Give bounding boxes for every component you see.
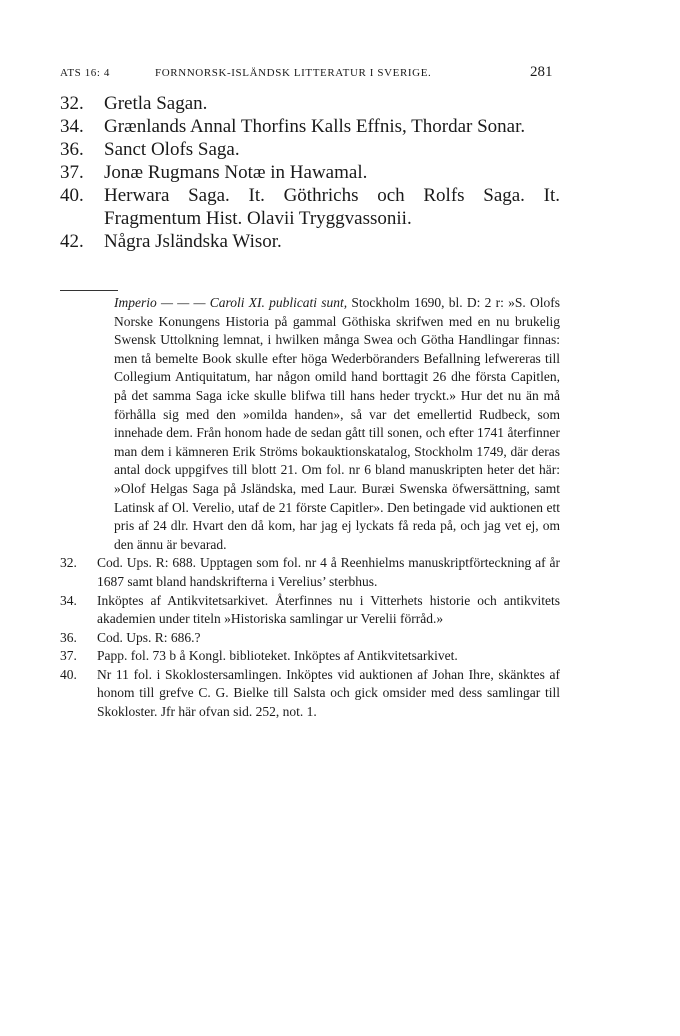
footnote-item: [60, 647, 560, 666]
title-item: [60, 184, 560, 230]
footnote-number: 40.: [60, 666, 77, 682]
title-item: [60, 230, 560, 253]
footnote-item: [60, 592, 560, 629]
footnote-item: [60, 554, 560, 591]
footnote-intro-italic: Imperio — — — Caroli XI. publicati sunt,: [114, 295, 348, 310]
footnote-item: [60, 629, 560, 648]
title-list: [60, 92, 560, 253]
title-number: 32.: [60, 93, 84, 114]
title-number: 40.: [60, 185, 84, 206]
footnote-number: 36.: [60, 629, 77, 645]
footnote-text: Papp. fol. 73 b å Kongl. biblioteket. Inköptes af Antikvitetsarkivet.: [97, 648, 458, 664]
title-item: [60, 115, 560, 138]
footnotes: [60, 294, 560, 722]
running-header: [60, 64, 560, 84]
footnote-text: Cod. Ups. R: 686.?: [97, 629, 201, 645]
title-number: 36.: [60, 139, 84, 160]
title-text: Herwara Saga. It. Göthrichs och Rolfs Saga. It. Fragmentum Hist. Olavii Tryggvassonii.: [104, 185, 560, 229]
title-text: Jonæ Rugmans Notæ in Hawamal.: [104, 162, 368, 183]
footnote-divider: [60, 290, 118, 291]
title-text: Gretla Sagan.: [104, 93, 208, 114]
page-number: 281: [530, 64, 553, 80]
title-number: 42.: [60, 231, 84, 252]
title-text: Några Jsländska Wisor.: [104, 231, 282, 252]
title-number: 37.: [60, 162, 84, 183]
footnote-intro-body: Stockholm 1690, bl. D: 2 r: »S. Olofs Norske Konungens Historia på gammal Göthiska skrifwen med en nu brukelig Swensk Uttolkning lemnat, i hwilken många Swea och Götha Handlingar finnas: men tå bemelte Book skulle efter höga Wederböranders Befallning lefwereras till Collegium Antiquitatum, har någon omild hand borttagit 26 dhe första Capitlen, på det samma Saga icke skulle blifwa till hans heder tryckt.» Hur det nu än må förhålla sig med den »omilda handen», så var det emellertid Rudbeck, som innehade dem. Från honom hade de sedan gått till sonen, och efter 1741 återfinner man dem i kämneren Erik Ströms bokauktionskatalog, Stockholm 1749, där deras antal dock uppgifves till blott 21. Om fol. nr 6 bland manuskripten heter det här: »Olof Helgas Saga på Jsländska, med Laur. Buræi Swenska öfwersättning, samt Latinsk af Ol. Verelio, utaf de 21 förste Capitler». Den betingade vid auktionen ett pris af 24 dlr. Hvart den då kom, har jag ej lyckats få reda på, och jag vet ej, om den ännu är bevarad.: [114, 295, 560, 552]
footnote-intro: [60, 294, 560, 554]
footnote-text: Nr 11 fol. i Skoklostersamlingen. Inköptes vid auktionen af Johan Ihre, skänktes af honom till grefve C. G. Bielke till Salsta och gick omsider med dess samlingar till Skokloster. Jfr här ofvan sid. 252, not. 1.: [97, 666, 560, 720]
title-number: 34.: [60, 116, 84, 137]
footnote-number: 37.: [60, 648, 77, 664]
title-item: [60, 138, 560, 161]
footnote-text: Cod. Ups. R: 688. Upptagen som fol. nr 4 å Reenhielms manuskriptförteckning af år 1687 samt bland handskrifterna i Verelius’ sterbhus.: [97, 555, 560, 589]
title-text: Sanct Olofs Saga.: [104, 139, 240, 160]
signature-mark: ATS 16: 4: [60, 67, 111, 79]
footnote-number: 34.: [60, 592, 77, 608]
title-item: [60, 161, 560, 184]
footnote-item: [60, 666, 560, 722]
title-text: Grænlands Annal Thorfins Kalls Effnis, Thordar Sonar.: [104, 116, 526, 137]
running-title: FORNNORSK-ISLÄNDSK LITTERATUR I SVERIGE.: [155, 67, 432, 79]
footnote-number: 32.: [60, 555, 77, 571]
title-item: [60, 92, 560, 115]
footnote-text: Inköptes af Antikvitetsarkivet. Återfinnes nu i Vitterhets historie och antikvitets akademien under titeln »Historiska samlingar ur Verelii förråd.»: [97, 592, 560, 627]
